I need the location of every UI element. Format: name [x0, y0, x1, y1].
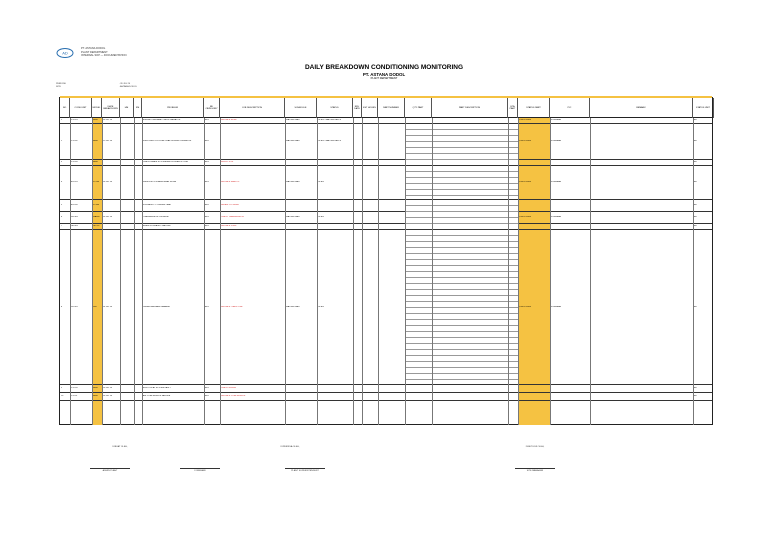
cell-st: BD — [694, 216, 697, 218]
column-header: EST HOURS — [362, 98, 378, 118]
cell-no: 3 — [61, 161, 63, 163]
cell-problem: CHECK BRAKE SYSTEM AND HYDRAULIC LINE — [143, 161, 188, 163]
cell-problem: HYDRAULIC CYLINDER LEAK — [143, 204, 171, 206]
cell-code: DT-211 — [71, 395, 78, 397]
cell-pic: FOREMAN — [551, 119, 561, 121]
cell-problem: UNDERCARRIAGE DAMAGE — [143, 305, 170, 308]
cell-model: HINO — [93, 395, 98, 397]
company-header-lines: PT. ASTANA DODOL PLANT DEPARTMENT INTERNAL SOP — DOCUMENTATION — [81, 47, 127, 58]
signature-heading: DISETUJUI OLEH, — [525, 446, 545, 448]
column-header: RFU DATE — [353, 98, 362, 118]
cell-model: HINO — [93, 387, 98, 389]
table-row[interactable] — [60, 385, 712, 393]
cell-no: 5 — [61, 204, 63, 206]
cell-sched: WAITING PART — [286, 119, 301, 121]
cell-code: GR-401 — [71, 225, 79, 227]
cell-date: 26 JUL 24 — [103, 119, 113, 121]
cell-cat: BD1 — [205, 225, 209, 227]
cell-cat: BD2 — [205, 395, 209, 397]
cell-problem: BLADE HYDRAULIC FAILURE — [143, 225, 171, 227]
cell-cat: BD1 — [205, 161, 209, 163]
cell-st: BD — [694, 387, 697, 389]
column-header: BD CATEGORY — [204, 98, 220, 118]
table-row[interactable] — [60, 393, 712, 401]
column-header: ETA PART — [508, 98, 518, 118]
table-header — [60, 98, 712, 118]
cell-no: 8 — [61, 305, 63, 308]
cell-eta: LONG TERM — [519, 181, 531, 183]
cell-problem: ELECTRICAL SYSTEM FAULT — [143, 387, 171, 389]
cell-status: OPEN — [318, 181, 324, 183]
cell-no: 9 — [61, 387, 63, 389]
cell-problem: SWING MOTOR ABNORMAL NOISE — [143, 181, 177, 183]
column-header: NO — [60, 98, 70, 118]
column-header: PART NUMBER — [378, 98, 405, 118]
cell-code: EX-101 — [71, 181, 78, 183]
page-title: DAILY BREAKDOWN CONDITIONING MONITORING — [304, 64, 464, 71]
table-row[interactable] — [60, 200, 712, 212]
cell-pic: FOREMAN — [551, 305, 561, 308]
cell-model: GD705 — [93, 225, 100, 227]
cell-sched: WAITING PART — [286, 181, 301, 183]
column-header: STATUS — [317, 98, 353, 118]
cell-eta: LONG TERM — [519, 119, 531, 121]
cell-code: DT-210 — [71, 387, 78, 389]
part-subrow — [405, 190, 518, 196]
column-header: STATUS UNIT — [693, 98, 714, 118]
cell-pic: FOREMAN — [551, 181, 561, 183]
column-header: REMARK — [590, 98, 693, 118]
cell-job: REPLACE TRACK LINK — [221, 305, 243, 308]
column-header: PART DESCRIPTION — [432, 98, 508, 118]
cell-code: DZ-501 — [71, 305, 78, 308]
cell-pic: FOREMAN — [551, 140, 561, 142]
cell-model: HINO — [93, 140, 98, 142]
column-header: SCHEDULE — [285, 98, 317, 118]
column-header: HM — [120, 98, 134, 118]
column-header: KM — [134, 98, 142, 118]
table-row[interactable] — [60, 230, 712, 385]
cell-no: 1 — [61, 119, 63, 121]
cell-model: WA380 — [93, 216, 100, 218]
cell-status: OPEN - WAITING PARTS — [318, 140, 341, 142]
cell-status: OPEN — [318, 216, 324, 218]
cell-date: 24 JUL 24 — [103, 305, 113, 308]
cell-code: DT-202 — [71, 140, 78, 142]
department-name: PLANT DEPARTMENT — [370, 77, 398, 80]
cell-cat: BD1 — [205, 119, 209, 121]
cell-cat: BD2 — [205, 204, 209, 206]
signature-heading: DIPERIKSA OLEH, — [280, 446, 300, 448]
cell-st: BD — [694, 119, 697, 121]
cell-cat: BD1 — [205, 387, 209, 389]
column-header: PIC — [550, 98, 590, 118]
column-header: MODEL — [92, 98, 102, 118]
cell-no: 2 — [61, 140, 63, 142]
table-row[interactable] — [60, 212, 712, 224]
cell-problem: AIR COMPRESSOR FAILURE — [143, 395, 171, 397]
column-header: QTY PART — [405, 98, 432, 118]
cell-model: PC300 — [93, 204, 100, 206]
cell-st: BD — [694, 161, 697, 163]
cell-model: D85 — [93, 305, 97, 308]
cell-job: REPLACE HOSE — [221, 119, 237, 121]
column-header: JOB DESCRIPTION — [220, 98, 285, 118]
column-header: PROBLEM — [142, 98, 204, 118]
part-subrow — [405, 374, 518, 380]
cell-code: DT-201 — [71, 119, 78, 121]
cell-code: WL-301 — [71, 216, 79, 218]
cell-cat: BD2 — [205, 140, 209, 142]
cell-st: BD — [694, 204, 697, 206]
cell-eta: LONG TERM — [519, 305, 531, 308]
signature-heading: DIBUAT OLEH, — [112, 446, 128, 448]
cell-st: BD — [694, 225, 697, 227]
cell-job: REPAIR CYLINDER — [221, 204, 239, 206]
cell-model: HINO — [93, 161, 98, 163]
column-header: DATE BREAKDOWN — [102, 98, 120, 118]
cell-sched: WAITING PART — [286, 216, 301, 218]
cell-eta: LONG TERM — [519, 140, 531, 142]
cell-no: 4 — [61, 181, 63, 183]
cell-code: DT-205 — [71, 161, 78, 163]
cell-job: REPLACE COMPRESSOR — [221, 395, 246, 397]
cell-status: OPEN - WAITING PARTS — [318, 119, 341, 121]
cell-st: BD — [694, 395, 697, 397]
table-row[interactable] — [60, 166, 712, 200]
company-name: PT. ASTANA DODOL — [362, 71, 406, 77]
cell-date: 26 JUL 24 — [103, 216, 113, 218]
cell-eta: LONG TERM — [519, 216, 531, 218]
cell-model: HINO — [93, 119, 98, 121]
cell-st: BD — [694, 305, 697, 308]
table-row[interactable] — [60, 124, 712, 160]
column-header: STATUS PART — [518, 98, 550, 118]
cell-cat: BD1 — [205, 305, 209, 308]
cell-no: 10 — [61, 395, 64, 397]
cell-date: 26 JUL 24 — [103, 387, 113, 389]
cell-st: BD — [694, 181, 697, 183]
cell-job: CHECK TRANSMISSION — [221, 216, 244, 218]
column-header: CODE UNIT — [70, 98, 92, 118]
cell-sched: WAITING PART — [286, 140, 301, 142]
meta-labels: PERIODE SITE — [56, 83, 66, 88]
signature-name: ADMIN PLANT — [102, 470, 118, 472]
cell-sched: WAITING PART — [286, 305, 301, 308]
cell-status: OPEN — [318, 305, 324, 308]
signature-name: SITE MANAGER — [526, 470, 544, 472]
signature-name: PLANT SUPERINTENDENT — [291, 470, 319, 472]
cell-pic: FOREMAN — [551, 216, 561, 218]
company-logo — [56, 47, 80, 59]
signature-name: FOREMAN — [194, 470, 206, 472]
cell-code: EX-105 — [71, 204, 78, 206]
cell-date: 26 JUL 24 — [103, 181, 113, 183]
cell-date: 25 JUL 24 — [103, 140, 113, 142]
cell-problem: TRANSMISSION PROBLEM — [143, 216, 169, 218]
cell-cat: BD1 — [205, 181, 209, 183]
breakdown-table — [59, 97, 713, 425]
cell-job: INSPECTION — [221, 161, 234, 163]
cell-problem: ENGINE OVERHEAT CHECK RADIATOR — [143, 119, 181, 121]
cell-cat: BD1 — [205, 216, 209, 218]
cell-job: REPLACE SEAL KIT — [221, 181, 240, 183]
cell-model: PC200 — [93, 181, 100, 183]
cell-job: CHECK WIRING — [221, 387, 236, 389]
cell-st: BD — [694, 140, 697, 142]
svg-text:AD: AD — [62, 50, 68, 56]
cell-problem: FUEL INJECTOR PUMP LEAK DURING OPERATION — [143, 140, 192, 142]
cell-no: 7 — [61, 225, 63, 227]
cell-job: REPLACE PUMP — [221, 225, 237, 227]
cell-date: 26 JUL 24 — [103, 395, 113, 397]
cell-no: 6 — [61, 216, 63, 218]
meta-values: : 26 JUL 24 : ASTANA DODOL — [119, 83, 137, 88]
